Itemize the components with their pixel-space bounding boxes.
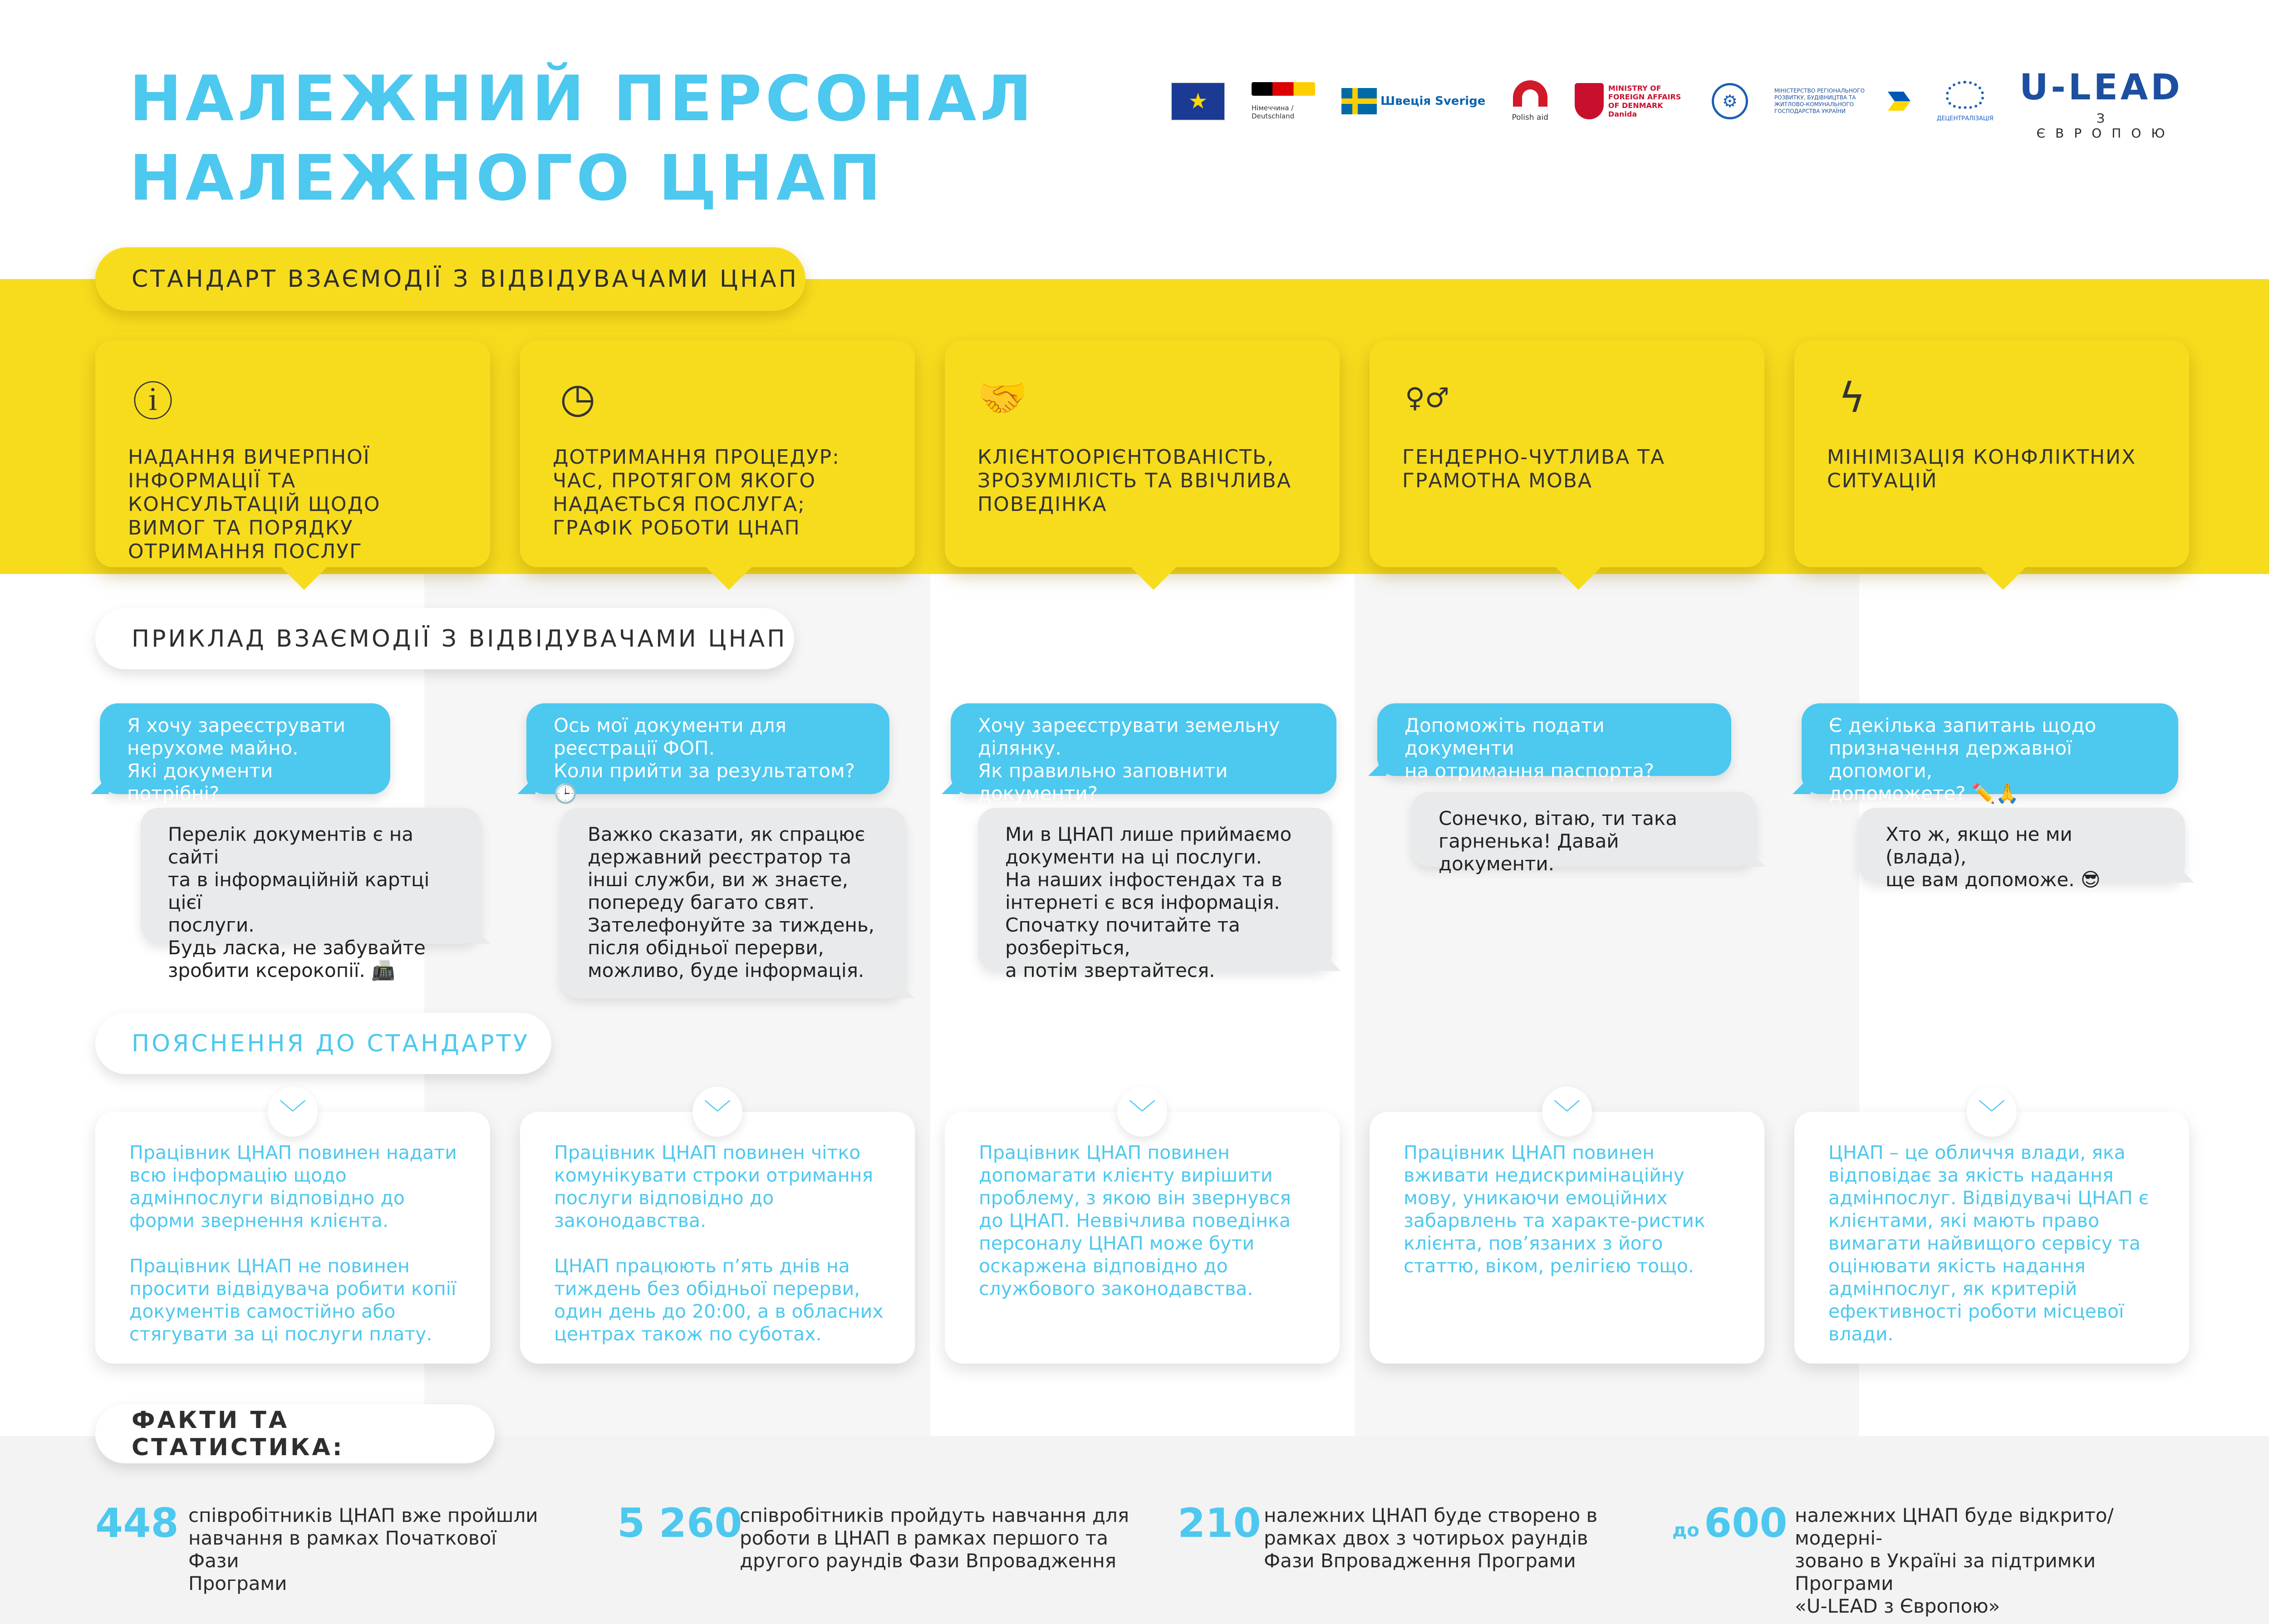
fact-text-3: належних ЦНАП буде створено в рамках двох з чотирьох раундів Фази Впровадження Програми bbox=[1264, 1504, 1598, 1572]
explanation-card-3: Працівник ЦНАП повинен допомагати клієнту вирішити проблему, з якою він звернувся до ЦНАП. Неввічлива поведінка персоналу ЦНАП може бути оскаржена відповідно до службового законодавства. bbox=[945, 1112, 1340, 1364]
polish-aid-logo: Polish aid bbox=[1512, 80, 1548, 122]
fact-text-2: співробітників пройдуть навчання для роботи в ЦНАП в рамках першого та другого раундів Фази Впровадження bbox=[740, 1504, 1130, 1572]
staff-answer-3: Ми в ЦНАП лише приймаємо документи на ці послуги. На наших інфостендах та в інтернеті є вся інформація. Спочатку почитайте та розберіться, а потім звертайтеся. bbox=[978, 808, 1332, 971]
fact-number-1: 448 bbox=[95, 1500, 179, 1546]
fact-number-4: 600 bbox=[1704, 1500, 1788, 1546]
staff-answer-1: Перелік документів є на сайті та в інформаційній картці цієї послуги. Будь ласка, не забувайте зробити ксерокопії. 📠 bbox=[141, 808, 481, 944]
info-icon: ⓘ bbox=[133, 378, 173, 426]
explanation-card-5: ЦНАП – це обличчя влади, яка відповідає за якість надання адмінпослуг. Відвідувачі ЦНАП є клієнтами, які мають право вимагати найвищого сервісу та оцінювати якість надання адмінпослуг, як критерій ефективності роботи місцевої влади. bbox=[1794, 1112, 2189, 1364]
chevron-down-icon: ﹀ bbox=[1542, 1087, 1592, 1137]
chevron-down-icon: ﹀ bbox=[1117, 1087, 1167, 1137]
visitor-question-3: Хочу зареєструвати земельну ділянку. Як правильно заповнити документи? bbox=[951, 703, 1336, 794]
decentralisation-tree-logo: ДЕЦЕНТРАЛІЗАЦІЯ bbox=[1937, 81, 1994, 122]
tree-icon bbox=[1946, 81, 1984, 109]
decentralization-logo: ⚙ bbox=[1712, 83, 1748, 119]
standard-card-3: 🤝 КЛІЄНТООРІЄНТОВАНІСТЬ, ЗРОЗУМІЛІСТЬ ТА ВВІЧЛИВА ПОВЕДІНКА bbox=[945, 340, 1340, 567]
explanation-card-2: Працівник ЦНАП повинен чітко комунікувати строки отримання послуги відповідно до законодавства. ЦНАП працюють п’ять днів на тиждень без обідньої перерви, один день до 20:00, а в обласних центрах також по суботах. bbox=[520, 1112, 915, 1364]
chevron-down-icon: ﹀ bbox=[268, 1087, 318, 1137]
staff-answer-5: Хто ж, якщо не ми (влада), ще вам допоможе. 😎 bbox=[1858, 808, 2185, 883]
denmark-logo: MINISTRY OF FOREIGN AFFAIRS OF DENMARK Danida bbox=[1575, 83, 1685, 119]
chevron-down-icon: ﹀ bbox=[1967, 1087, 2017, 1137]
explanation-card-1: Працівник ЦНАП повинен надати всю інформацію щодо адмінпослуги відповідно до форми звернення клієнта. Працівник ЦНАП не повинен просити відвідувача робити копії документів самостійно або стягувати за ці послуги плату. bbox=[95, 1112, 490, 1364]
section-standard-heading: СТАНДАРТ ВЗАЄМОДІЇ З ВІДВІДУВАЧАМИ ЦНАП bbox=[95, 247, 805, 311]
chevron-down-icon: ﹀ bbox=[692, 1087, 742, 1137]
denmark-crest-icon bbox=[1575, 83, 1604, 119]
standard-card-1: ⓘ НАДАННЯ ВИЧЕРПНОЇ ІНФОРМАЦІЇ ТА КОНСУЛЬТАЦІЙ ЩОДО ВИМОГ ТА ПОРЯДКУ ОТРИМАННЯ ПОСЛУГ bbox=[95, 340, 490, 567]
gender-icon: ♀♂ bbox=[1405, 382, 1449, 414]
standard-card-4: ♀♂ ГЕНДЕРНО-ЧУТЛИВА ТА ГРАМОТНА МОВА bbox=[1370, 340, 1764, 567]
clock-icon: ◷ bbox=[560, 374, 596, 422]
germany-logo: Німеччина / Deutschland bbox=[1252, 82, 1315, 121]
standard-card-2: ◷ ДОТРИМАННЯ ПРОЦЕДУР: ЧАС, ПРОТЯГОМ ЯКОГО НАДАЄТЬСЯ ПОСЛУГА; ГРАФІК РОБОТИ ЦНАП bbox=[520, 340, 915, 567]
polish-aid-icon bbox=[1513, 80, 1547, 107]
staff-answer-4: Сонечко, вітаю, ти така гарненька! Давай документи. bbox=[1411, 792, 1756, 867]
explanation-card-4: Працівник ЦНАП повинен вживати недискримінаційну мову, уникаючи емоційних забарвлень та характе-ристик клієнта, пов’язаних з його статтю, віком, релігією тощо. bbox=[1370, 1112, 1764, 1364]
fact-prefix-4: до bbox=[1672, 1520, 1699, 1541]
fact-number-2: 5 260 bbox=[617, 1500, 742, 1546]
handshake-icon: 🤝 bbox=[977, 374, 1028, 422]
sweden-flag-icon bbox=[1341, 88, 1377, 114]
ministry-logo: МІНІСТЕРСТВО РЕГІОНАЛЬНОГО РОЗВИТКУ, БУДІВНИЦТВА ТА ЖИТЛОВО-КОМУНАЛЬНОГО ГОСПОДАРСТВА УКРАЇНИ bbox=[1774, 88, 1910, 115]
section-facts-heading: ФАКТИ ТА СТАТИСТИКА: bbox=[95, 1404, 495, 1463]
sweden-logo: Швеція Sverige bbox=[1341, 88, 1485, 114]
eu-flag-logo: ★ bbox=[1171, 82, 1225, 121]
standard-card-5: ϟ МІНІМІЗАЦІЯ КОНФЛІКТНИХ СИТУАЦІЙ bbox=[1794, 340, 2189, 567]
staff-answer-2: Важко сказати, як спрацює державний реєстратор та інші служби, ви ж знаєте, попереду багато свят. Зателефонуйте за тиждень, після обідньої перерви, можливо, буде інформація. bbox=[560, 808, 905, 998]
title-line-2: НАЛЕЖНОГО ЦНАП bbox=[129, 142, 885, 215]
lightning-icon: ϟ bbox=[1838, 374, 1866, 422]
title-line-1: НАЛЕЖНИЙ ПЕРСОНАЛ bbox=[129, 62, 1036, 135]
page-title bbox=[129, 59, 1037, 218]
visitor-question-5: Є декілька запитань щодо призначення державної допомоги, допоможете? ✏️🙏 bbox=[1802, 703, 2178, 794]
section-explanation-heading: ПОЯСНЕННЯ ДО СТАНДАРТУ bbox=[95, 1013, 551, 1074]
u-lead-logo: U-LEAD З ЄВРОПОЮ bbox=[2019, 67, 2183, 141]
fact-text-1: співробітників ЦНАП вже пройшли навчання в рамках Початкової Фази Програми bbox=[188, 1504, 538, 1595]
fact-number-3: 210 bbox=[1178, 1500, 1261, 1546]
germany-flag-icon bbox=[1252, 82, 1315, 96]
partner-logos bbox=[1171, 76, 1994, 126]
ministry-flag-icon bbox=[1888, 92, 1910, 111]
visitor-question-4: Допоможіть подати документи на отримання паспорта? bbox=[1377, 703, 1731, 776]
section-example-heading: ПРИКЛАД ВЗАЄМОДІЇ З ВІДВІДУВАЧАМИ ЦНАП bbox=[95, 608, 794, 669]
visitor-question-1: Я хочу зареєструвати нерухоме майно. Які документи потрібні? bbox=[100, 703, 390, 794]
fact-text-4: належних ЦНАП буде відкрито/модерні- зовано в Україні за підтримки Програми «U-LEAD з Європою» bbox=[1795, 1504, 2114, 1617]
visitor-question-2: Ось мої документи для реєстрації ФОП. Коли прийти за результатом? 🕒 bbox=[526, 703, 889, 794]
